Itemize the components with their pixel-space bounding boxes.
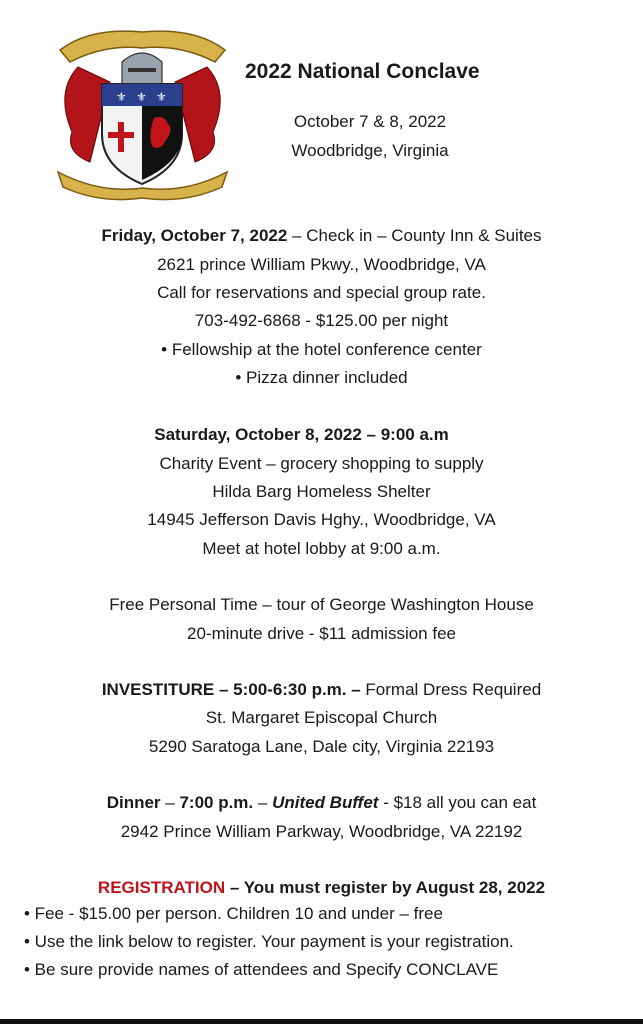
bottom-divider bbox=[0, 1019, 643, 1024]
friday-heading-line bbox=[0, 226, 643, 246]
dinner-dash-1: – bbox=[160, 793, 180, 812]
investiture-heading-line bbox=[0, 680, 643, 700]
friday-phone-rate: 703-492-6868 - $125.00 per night bbox=[194, 311, 449, 330]
dinner-price: - $18 all you can eat bbox=[378, 793, 537, 812]
event-dates: October 7 & 8, 2022 bbox=[293, 112, 447, 131]
registration-bullet-fee: • Fee - $15.00 per person. Children 10 and under – free bbox=[24, 904, 443, 923]
friday-hotel-address: 2621 prince William Pkwy., Woodbridge, VA bbox=[157, 255, 486, 274]
friday-sep: – bbox=[287, 226, 307, 245]
investiture-church: St. Margaret Episcopal Church bbox=[205, 708, 438, 727]
registration-bullets bbox=[24, 904, 514, 988]
free-time-line: Free Personal Time – tour of George Washington House bbox=[109, 595, 534, 614]
svg-text:⚜: ⚜ bbox=[136, 90, 147, 104]
dinner-address: 2942 Prince William Parkway, Woodbridge, VA 22192 bbox=[120, 822, 523, 841]
saturday-meet: Meet at hotel lobby at 9:00 a.m. bbox=[202, 539, 441, 558]
svg-text:⚜: ⚜ bbox=[116, 90, 127, 104]
registration-label: REGISTRATION bbox=[97, 878, 226, 897]
friday-checkin: Check in – County Inn & Suites bbox=[306, 226, 542, 245]
investiture-address: 5290 Saratoga Lane, Dale city, Virginia 22193 bbox=[148, 737, 495, 756]
dinner-venue: United Buffet bbox=[272, 793, 379, 812]
dinner-line bbox=[0, 793, 643, 813]
svg-text:⚜: ⚜ bbox=[156, 90, 167, 104]
friday-bullet-fellowship: • Fellowship at the hotel conference center bbox=[161, 340, 482, 359]
event-location: Woodbridge, Virginia bbox=[291, 141, 449, 160]
saturday-heading: Saturday, October 8, 2022 – 9:00 a.m bbox=[154, 425, 449, 444]
friday-call: Call for reservations and special group rate. bbox=[157, 283, 486, 302]
dinner-dash-2: – bbox=[253, 793, 273, 812]
saturday-shelter: Hilda Barg Homeless Shelter bbox=[212, 482, 431, 501]
saturday-address: 14945 Jefferson Davis Hghy., Woodbridge, VA bbox=[147, 510, 496, 529]
registration-bullet-names: • Be sure provide names of attendees and Specify CONCLAVE bbox=[24, 960, 499, 979]
friday-bullet-pizza: • Pizza dinner included bbox=[235, 368, 408, 387]
saturday-charity: Charity Event – grocery shopping to supply bbox=[159, 454, 484, 473]
free-time-drive: 20-minute drive - $11 admission fee bbox=[187, 624, 456, 643]
saturday-heading-line bbox=[0, 425, 623, 445]
dinner-prefix: Dinner bbox=[106, 793, 161, 812]
knightly-crest-icon bbox=[50, 22, 235, 202]
registration-deadline: – You must register by August 28, 2022 bbox=[225, 878, 546, 897]
friday-heading: Friday, October 7, 2022 bbox=[101, 226, 288, 245]
page-title: 2022 National Conclave bbox=[245, 60, 480, 83]
investiture-dress: Formal Dress Required bbox=[360, 680, 542, 699]
registration-heading-line bbox=[0, 878, 643, 898]
registration-bullet-link: • Use the link below to register. Your payment is your registration. bbox=[24, 932, 514, 951]
dinner-time: 7:00 p.m. bbox=[179, 793, 254, 812]
investiture-heading: INVESTITURE – 5:00-6:30 p.m. – bbox=[101, 680, 361, 699]
